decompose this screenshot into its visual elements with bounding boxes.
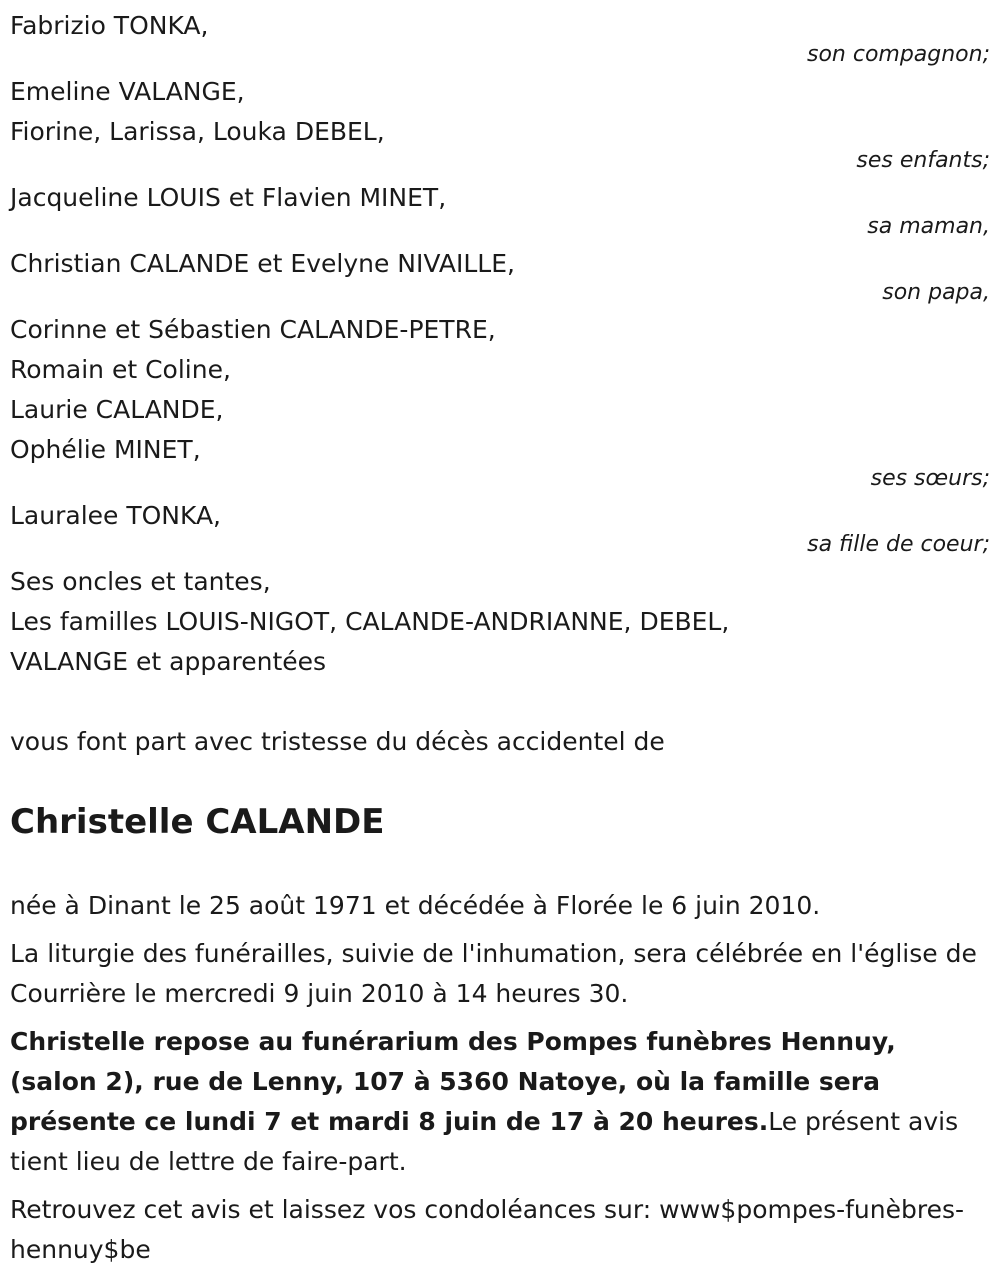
family-group-father — [10, 244, 990, 306]
family-name-line: Fiorine, Larissa, Louka DEBEL, — [10, 117, 385, 146]
relation-label: son papa, — [882, 280, 990, 305]
repose-normal-text: Le présent avis tient lieu de lettre de faire-part. — [10, 1107, 959, 1176]
family-group-sisters — [10, 310, 990, 492]
family-name-line: Laurie CALANDE, — [10, 395, 224, 424]
family-group-heart-daughter — [10, 496, 990, 558]
repose-paragraph — [10, 1022, 990, 1182]
funeral-text: La liturgie des funérailles, suivie de l'inhumation, sera célébrée en l'église de Courrière le mercredi 9 juin 2010 à 14 heures 30. — [10, 939, 977, 1008]
family-name-line: Emeline VALANGE, — [10, 77, 245, 106]
obituary-notice — [10, 6, 990, 1270]
family-name-line: Romain et Coline, — [10, 355, 231, 384]
extended-family-line: VALANGE et apparentées — [10, 647, 327, 676]
relation-label: son compagnon; — [806, 42, 990, 67]
announcement-text: vous font part avec tristesse du décès accidentel de — [10, 727, 665, 756]
extended-family — [10, 562, 990, 682]
relation-label: ses enfants; — [856, 148, 990, 173]
family-name-line: Jacqueline LOUIS et Flavien MINET, — [10, 183, 447, 212]
repose-bold-text: Christelle repose au funérarium des Pompes funèbres Hennuy, (salon 2), rue de Lenny, 107 à 5360 Natoye, où la famille sera présente ce lundi 7 et mardi 8 juin de 17 à 20 heures. — [10, 1027, 896, 1136]
family-group-children — [10, 72, 990, 174]
deceased-name: Christelle CALANDE — [10, 802, 385, 842]
family-group-mother — [10, 178, 990, 240]
condolences-text: Retrouvez cet avis et laissez vos condoléances sur: www$pompes-funèbres-hennuy$be — [10, 1195, 965, 1264]
family-name-line: Fabrizio TONKA, — [10, 11, 209, 40]
birth-death-text: née à Dinant le 25 août 1971 et décédée à Florée le 6 juin 2010. — [10, 891, 821, 920]
relation-label: sa maman, — [867, 214, 990, 239]
relation-label: sa fille de coeur; — [807, 532, 990, 557]
family-name-line: Lauralee TONKA, — [10, 501, 221, 530]
extended-family-line: Ses oncles et tantes, — [10, 567, 271, 596]
family-name-line: Ophélie MINET, — [10, 435, 201, 464]
family-name-line: Corinne et Sébastien CALANDE-PETRE, — [10, 315, 496, 344]
relation-label: ses sœurs; — [870, 466, 990, 491]
extended-family-line: Les familles LOUIS-NIGOT, CALANDE-ANDRIANNE, DEBEL, — [10, 607, 730, 636]
family-name-line: Christian CALANDE et Evelyne NIVAILLE, — [10, 249, 515, 278]
family-group-companion — [10, 6, 990, 68]
